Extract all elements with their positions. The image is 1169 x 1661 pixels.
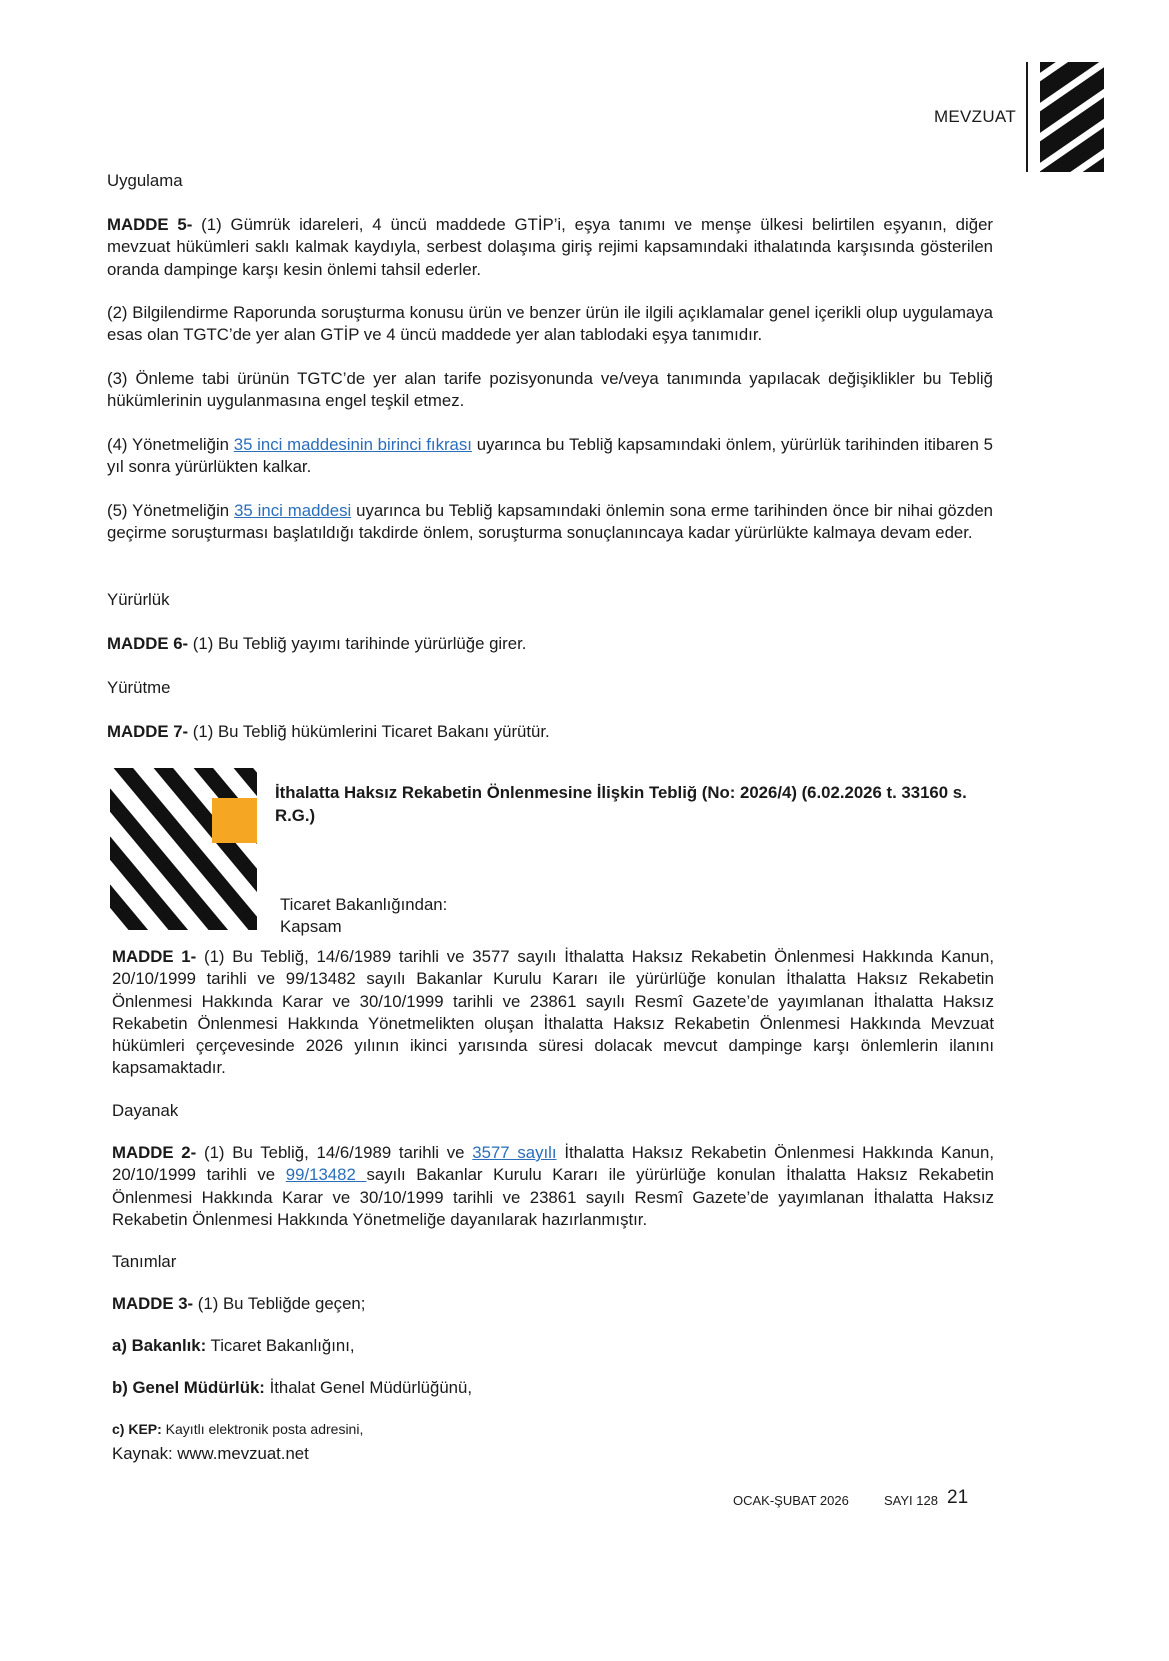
footer-issue-date: OCAK-ŞUBAT 2026	[733, 1493, 849, 1508]
madde-5-text: (1) Gümrük idareleri, 4 üncü maddede GTİP’i, eşya tanımı ve menşe ülkesi belirtilen eşyanın, diğer mevzuat hükümleri saklı kalmak kaydıyla, serbest dolaşıma giriş rejimi kapsamındaki ithalatında karşısında gösterilen oranda dampinge karşı kesin önlemi tahsil ederler.	[107, 215, 993, 279]
issuer-label: Ticaret Bakanlığından:	[280, 895, 448, 914]
definition-c-text: Kayıtlı elektronik posta adresini,	[161, 1421, 364, 1437]
definition-a	[112, 1335, 994, 1357]
madde-2-label: MADDE 2-	[112, 1143, 197, 1162]
document-title: İthalatta Haksız Rekabetin Önlenmesine İlişkin Tebliğ (No: 2026/4) (6.02.2026 t. 33160 s. R.G.)	[275, 783, 967, 825]
footer-page-number: 21	[947, 1487, 969, 1508]
paragraph-text: (5) Yönetmeliğin	[107, 501, 235, 520]
section-label: MEVZUAT	[933, 107, 1016, 126]
madde-6-paragraph	[107, 633, 993, 655]
madde-7-label: MADDE 7-	[107, 722, 189, 741]
definition-c	[112, 1418, 994, 1440]
madde-2-paragraph	[112, 1142, 994, 1231]
definition-c-label: c) KEP:	[112, 1421, 162, 1437]
madde-6-text: (1) Bu Tebliğ yayımı tarihinde yürürlüğe girer.	[188, 634, 527, 653]
madde-5-paragraph-3: (3) Önleme tabi ürünün TGTC’de yer alan tarife pozisyonunda ve/veya tanımında yapılacak değişiklikler bu Tebliğ hükümlerinin uygulanmasına engel teşkil etmez.	[107, 369, 993, 411]
madde-5-paragraph-1	[107, 214, 993, 281]
heading-tanimlar: Tanımlar	[112, 1252, 177, 1271]
madde-5-paragraph-5	[107, 500, 993, 545]
paragraph-text: uyarınca bu Tebliğ kapsamındaki önlemin sona erme tarihinden önce bir nihai gözden geçirme soruşturması başlatıldığı takdirde önlem, soruşturma sonuçlanıncaya kadar yürürlükte kalmaya devam eder.	[107, 501, 993, 543]
madde-3-text: (1) Bu Tebliğde geçen;	[193, 1294, 366, 1313]
paragraph-text: sayılı Bakanlar Kurulu Kararı ile yürürlüğe konulan İthalatta Haksız Rekabetin Önlenmesi Hakkında Karar ve 30/10/1999 tarihli ve 23861 sayılı Resmî Gazete’de yayımlanan İthalatta Haksız Rekabetin Önlenmesi Hakkında Yönetmeliğe dayanılarak hazırlanmıştır.	[112, 1165, 994, 1229]
definition-a-label: a) Bakanlık:	[112, 1336, 207, 1355]
heading-dayanak: Dayanak	[112, 1101, 179, 1120]
madde-5-paragraph-4	[107, 434, 993, 479]
diagonal-stripes-icon	[1040, 62, 1104, 172]
heading-yururluk: Yürürlük	[107, 590, 170, 609]
link-3577-sayili[interactable]: 3577 sayılı	[472, 1143, 557, 1162]
striped-square-logo-icon	[110, 768, 257, 930]
orange-accent-square	[212, 798, 257, 843]
paragraph-text: uyarınca bu Tebliğ kapsamındaki önlem, yürürlük tarihinden itibaren 5 yıl sonra yürürlükten kalkar.	[107, 435, 993, 477]
paragraph-text: (1) Bu Tebliğ, 14/6/1989 tarihli ve	[196, 1143, 473, 1162]
madde-6-label: MADDE 6-	[107, 634, 189, 653]
madde-1-text: (1) Bu Tebliğ, 14/6/1989 tarihli ve 3577 sayılı İthalatta Haksız Rekabetin Önlenmesi Hakkında Kanun, 20/10/1999 tarihli ve 99/13482 sayılı Bakanlar Kurulu Kararı ile yürürlüğe konulan İthalatta Haksız Rekabetin Önlenmesi Hakkında Karar ve 30/10/1999 tarihli ve 23861 sayılı Resmî Gazete’de yayımlanan İthalatta Haksız Rekabetin Önlenmesi Hakkında Yönetmelikten oluşan İthalatta Haksız Rekabetin Önlenmesi Hakkında Mevzuat hükümleri çerçevesinde 2026 yılının ikinci yarısında süresi dolacak mevcut dampinge karşı önlemlerin ilanını kapsamaktadır.	[112, 947, 994, 1078]
header-divider	[1026, 62, 1028, 172]
madde-1-label: MADDE 1-	[112, 947, 197, 966]
madde-5-paragraph-2: (2) Bilgilendirme Raporunda soruşturma konusu ürün ve benzer ürün ile ilgili açıklamalar genel içerikli olup uygulamaya esas olan TGTC’de yer alan GTİP ve 4 üncü maddede yer alan tablodaki eşya tanımıdır.	[107, 303, 993, 345]
definition-b-text: İthalat Genel Müdürlüğünü,	[264, 1378, 473, 1397]
madde-7-text: (1) Bu Tebliğ hükümlerini Ticaret Bakanı yürütür.	[188, 722, 550, 741]
link-35-inci-maddesi[interactable]: 35 inci maddesi	[234, 501, 352, 520]
madde-7-paragraph	[107, 721, 993, 743]
paragraph-text: (4) Yönetmeliğin	[107, 435, 234, 454]
heading-yurutme: Yürütme	[107, 678, 171, 697]
paragraph-text: İthalatta Haksız Rekabetin Önlenmesi Hakkında Kanun, 20/10/1999 tarihli ve	[112, 1143, 994, 1185]
definition-b-label: b) Genel Müdürlük:	[112, 1378, 265, 1397]
madde-3-label: MADDE 3-	[112, 1294, 194, 1313]
heading-kapsam: Kapsam	[280, 917, 342, 936]
madde-5-label: MADDE 5-	[107, 215, 193, 234]
definition-a-text: Ticaret Bakanlığını,	[206, 1336, 355, 1355]
source-line: Kaynak: www.mevzuat.net	[112, 1444, 309, 1463]
footer-issue-number: SAYI 128	[884, 1493, 938, 1508]
link-99-13482[interactable]: 99/13482	[285, 1165, 367, 1185]
heading-uygulama: Uygulama	[107, 171, 183, 190]
definition-b	[112, 1377, 994, 1399]
madde-3-paragraph	[112, 1293, 994, 1315]
madde-1-paragraph	[112, 946, 994, 1080]
link-35-inci-maddesinin-birinci-fikrasi[interactable]: 35 inci maddesinin birinci fıkrası	[233, 435, 472, 454]
